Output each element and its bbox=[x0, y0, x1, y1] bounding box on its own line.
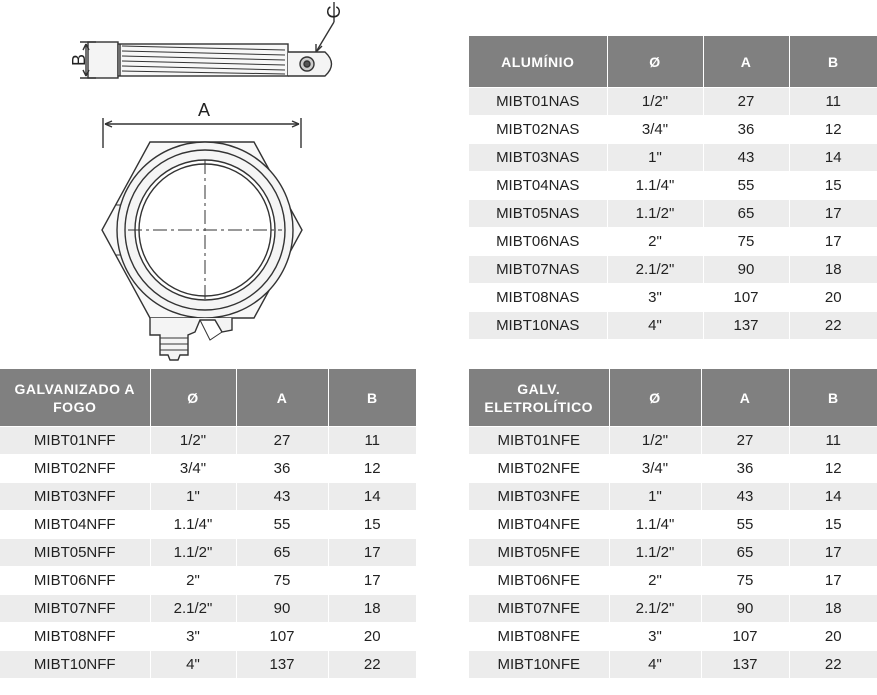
table-row bbox=[0, 623, 416, 651]
cell-product-code: MIBT07NFE bbox=[469, 595, 609, 623]
cell-b: 20 bbox=[789, 623, 877, 651]
cell-b: 22 bbox=[328, 651, 416, 679]
cell-product-code: MIBT08NAS bbox=[469, 284, 607, 312]
table-row bbox=[469, 595, 877, 623]
header-a: A bbox=[701, 369, 789, 427]
table-header-row bbox=[469, 369, 877, 427]
table-row bbox=[469, 88, 877, 116]
cell-b: 17 bbox=[328, 539, 416, 567]
header-product: GALVANIZADO A FOGO bbox=[0, 369, 150, 427]
cell-a: 137 bbox=[703, 312, 789, 340]
table-header-row bbox=[0, 369, 416, 427]
cell-a: 65 bbox=[236, 539, 328, 567]
cell-a: 27 bbox=[236, 427, 328, 455]
table-row bbox=[0, 651, 416, 679]
table-row bbox=[469, 651, 877, 679]
cell-diameter: 3" bbox=[609, 623, 701, 651]
cell-a: 137 bbox=[236, 651, 328, 679]
table-row bbox=[0, 511, 416, 539]
cell-diameter: 1" bbox=[609, 483, 701, 511]
cell-product-code: MIBT07NFF bbox=[0, 595, 150, 623]
cell-b: 17 bbox=[789, 228, 877, 256]
cell-b: 14 bbox=[328, 483, 416, 511]
cell-a: 107 bbox=[236, 623, 328, 651]
table-row bbox=[469, 511, 877, 539]
cell-a: 75 bbox=[236, 567, 328, 595]
cell-b: 14 bbox=[789, 144, 877, 172]
cell-product-code: MIBT02NAS bbox=[469, 116, 607, 144]
cell-b: 15 bbox=[328, 511, 416, 539]
table-row bbox=[469, 284, 877, 312]
cell-b: 15 bbox=[789, 511, 877, 539]
cell-diameter: 1/2" bbox=[150, 427, 236, 455]
cell-product-code: MIBT07NAS bbox=[469, 256, 607, 284]
cell-a: 43 bbox=[701, 483, 789, 511]
header-b: B bbox=[789, 369, 877, 427]
cell-b: 14 bbox=[789, 483, 877, 511]
cell-diameter: 2" bbox=[609, 567, 701, 595]
cell-a: 36 bbox=[703, 116, 789, 144]
cell-product-code: MIBT05NFE bbox=[469, 539, 609, 567]
header-product: ALUMÍNIO bbox=[469, 36, 607, 88]
cell-product-code: MIBT06NFE bbox=[469, 567, 609, 595]
cell-product-code: MIBT10NAS bbox=[469, 312, 607, 340]
header-b: B bbox=[328, 369, 416, 427]
header-product: GALV. ELETROLÍTICO bbox=[469, 369, 609, 427]
header-diameter: Ø bbox=[609, 369, 701, 427]
side-view bbox=[88, 42, 332, 78]
cell-product-code: MIBT10NFF bbox=[0, 651, 150, 679]
cell-diameter: 1/2" bbox=[607, 88, 703, 116]
cell-diameter: 3/4" bbox=[150, 455, 236, 483]
table-row bbox=[0, 595, 416, 623]
cell-b: 20 bbox=[328, 623, 416, 651]
cell-diameter: 3" bbox=[607, 284, 703, 312]
cell-b: 20 bbox=[789, 284, 877, 312]
cell-a: 27 bbox=[701, 427, 789, 455]
cell-diameter: 2.1/2" bbox=[150, 595, 236, 623]
cell-a: 55 bbox=[703, 172, 789, 200]
cell-b: 12 bbox=[789, 455, 877, 483]
table-row bbox=[469, 172, 877, 200]
cell-diameter: 1.1/2" bbox=[609, 539, 701, 567]
table-row bbox=[0, 539, 416, 567]
cell-product-code: MIBT10NFE bbox=[469, 651, 609, 679]
technical-drawing-svg bbox=[0, 0, 460, 370]
cell-product-code: MIBT03NFE bbox=[469, 483, 609, 511]
cell-b: 22 bbox=[789, 312, 877, 340]
table-row bbox=[469, 312, 877, 340]
cell-a: 65 bbox=[703, 200, 789, 228]
cell-b: 11 bbox=[789, 88, 877, 116]
cell-diameter: 1.1/2" bbox=[607, 200, 703, 228]
cell-diameter: 4" bbox=[609, 651, 701, 679]
cell-product-code: MIBT08NFF bbox=[0, 623, 150, 651]
cell-product-code: MIBT08NFE bbox=[469, 623, 609, 651]
cell-a: 90 bbox=[701, 595, 789, 623]
label-c: C bbox=[324, 5, 344, 19]
cell-product-code: MIBT04NFE bbox=[469, 511, 609, 539]
table-row bbox=[469, 567, 877, 595]
cell-diameter: 1.1/4" bbox=[150, 511, 236, 539]
cell-diameter: 4" bbox=[607, 312, 703, 340]
cell-a: 137 bbox=[701, 651, 789, 679]
technical-drawing bbox=[0, 0, 460, 370]
cell-b: 17 bbox=[328, 567, 416, 595]
cell-a: 90 bbox=[703, 256, 789, 284]
cell-a: 36 bbox=[236, 455, 328, 483]
cell-diameter: 3" bbox=[150, 623, 236, 651]
table-header-row bbox=[469, 36, 877, 88]
cell-diameter: 2.1/2" bbox=[607, 256, 703, 284]
table-row bbox=[469, 455, 877, 483]
cell-a: 43 bbox=[703, 144, 789, 172]
cell-a: 107 bbox=[703, 284, 789, 312]
table-aluminio bbox=[469, 36, 877, 339]
cell-diameter: 1/2" bbox=[609, 427, 701, 455]
cell-a: 90 bbox=[236, 595, 328, 623]
cell-diameter: 3/4" bbox=[609, 455, 701, 483]
cell-a: 75 bbox=[701, 567, 789, 595]
cell-diameter: 1.1/4" bbox=[609, 511, 701, 539]
cell-a: 107 bbox=[701, 623, 789, 651]
cell-product-code: MIBT02NFF bbox=[0, 455, 150, 483]
cell-product-code: MIBT05NAS bbox=[469, 200, 607, 228]
table-row bbox=[0, 455, 416, 483]
header-diameter: Ø bbox=[150, 369, 236, 427]
cell-b: 12 bbox=[789, 116, 877, 144]
cell-a: 75 bbox=[703, 228, 789, 256]
cell-diameter: 1.1/4" bbox=[607, 172, 703, 200]
table-galv-eletrolitico bbox=[469, 369, 877, 678]
header-b: B bbox=[789, 36, 877, 88]
cell-diameter: 2" bbox=[607, 228, 703, 256]
table-row bbox=[469, 116, 877, 144]
cell-b: 11 bbox=[328, 427, 416, 455]
cell-product-code: MIBT04NFF bbox=[0, 511, 150, 539]
cell-diameter: 1.1/2" bbox=[150, 539, 236, 567]
cell-b: 18 bbox=[328, 595, 416, 623]
cell-b: 17 bbox=[789, 567, 877, 595]
cell-diameter: 3/4" bbox=[607, 116, 703, 144]
table-row bbox=[0, 567, 416, 595]
cell-a: 43 bbox=[236, 483, 328, 511]
table-row bbox=[469, 483, 877, 511]
cell-a: 55 bbox=[236, 511, 328, 539]
table-row bbox=[469, 200, 877, 228]
cell-diameter: 2" bbox=[150, 567, 236, 595]
cell-product-code: MIBT03NFF bbox=[0, 483, 150, 511]
cell-b: 17 bbox=[789, 200, 877, 228]
cell-b: 18 bbox=[789, 595, 877, 623]
cell-product-code: MIBT06NFF bbox=[0, 567, 150, 595]
cell-a: 65 bbox=[701, 539, 789, 567]
header-a: A bbox=[703, 36, 789, 88]
header-diameter: Ø bbox=[607, 36, 703, 88]
table-row bbox=[469, 623, 877, 651]
table-row bbox=[469, 427, 877, 455]
table-row bbox=[469, 539, 877, 567]
cell-b: 15 bbox=[789, 172, 877, 200]
cell-b: 12 bbox=[328, 455, 416, 483]
cell-product-code: MIBT05NFF bbox=[0, 539, 150, 567]
cell-diameter: 2.1/2" bbox=[609, 595, 701, 623]
label-b: B bbox=[69, 53, 89, 67]
header-a: A bbox=[236, 369, 328, 427]
cell-b: 22 bbox=[789, 651, 877, 679]
table-row bbox=[469, 256, 877, 284]
cell-product-code: MIBT01NAS bbox=[469, 88, 607, 116]
cell-product-code: MIBT02NFE bbox=[469, 455, 609, 483]
table-row bbox=[0, 427, 416, 455]
cell-product-code: MIBT06NAS bbox=[469, 228, 607, 256]
front-view bbox=[102, 142, 302, 360]
cell-diameter: 1" bbox=[607, 144, 703, 172]
cell-product-code: MIBT03NAS bbox=[469, 144, 607, 172]
cell-a: 55 bbox=[701, 511, 789, 539]
table-row bbox=[469, 144, 877, 172]
cell-product-code: MIBT01NFE bbox=[469, 427, 609, 455]
cell-b: 17 bbox=[789, 539, 877, 567]
cell-a: 36 bbox=[701, 455, 789, 483]
table-galvanizado-fogo bbox=[0, 369, 416, 678]
cell-b: 11 bbox=[789, 427, 877, 455]
table-row bbox=[0, 483, 416, 511]
label-a: A bbox=[197, 100, 211, 120]
cell-diameter: 4" bbox=[150, 651, 236, 679]
cell-product-code: MIBT04NAS bbox=[469, 172, 607, 200]
table-row bbox=[469, 228, 877, 256]
cell-b: 18 bbox=[789, 256, 877, 284]
cell-a: 27 bbox=[703, 88, 789, 116]
cell-product-code: MIBT01NFF bbox=[0, 427, 150, 455]
cell-diameter: 1" bbox=[150, 483, 236, 511]
